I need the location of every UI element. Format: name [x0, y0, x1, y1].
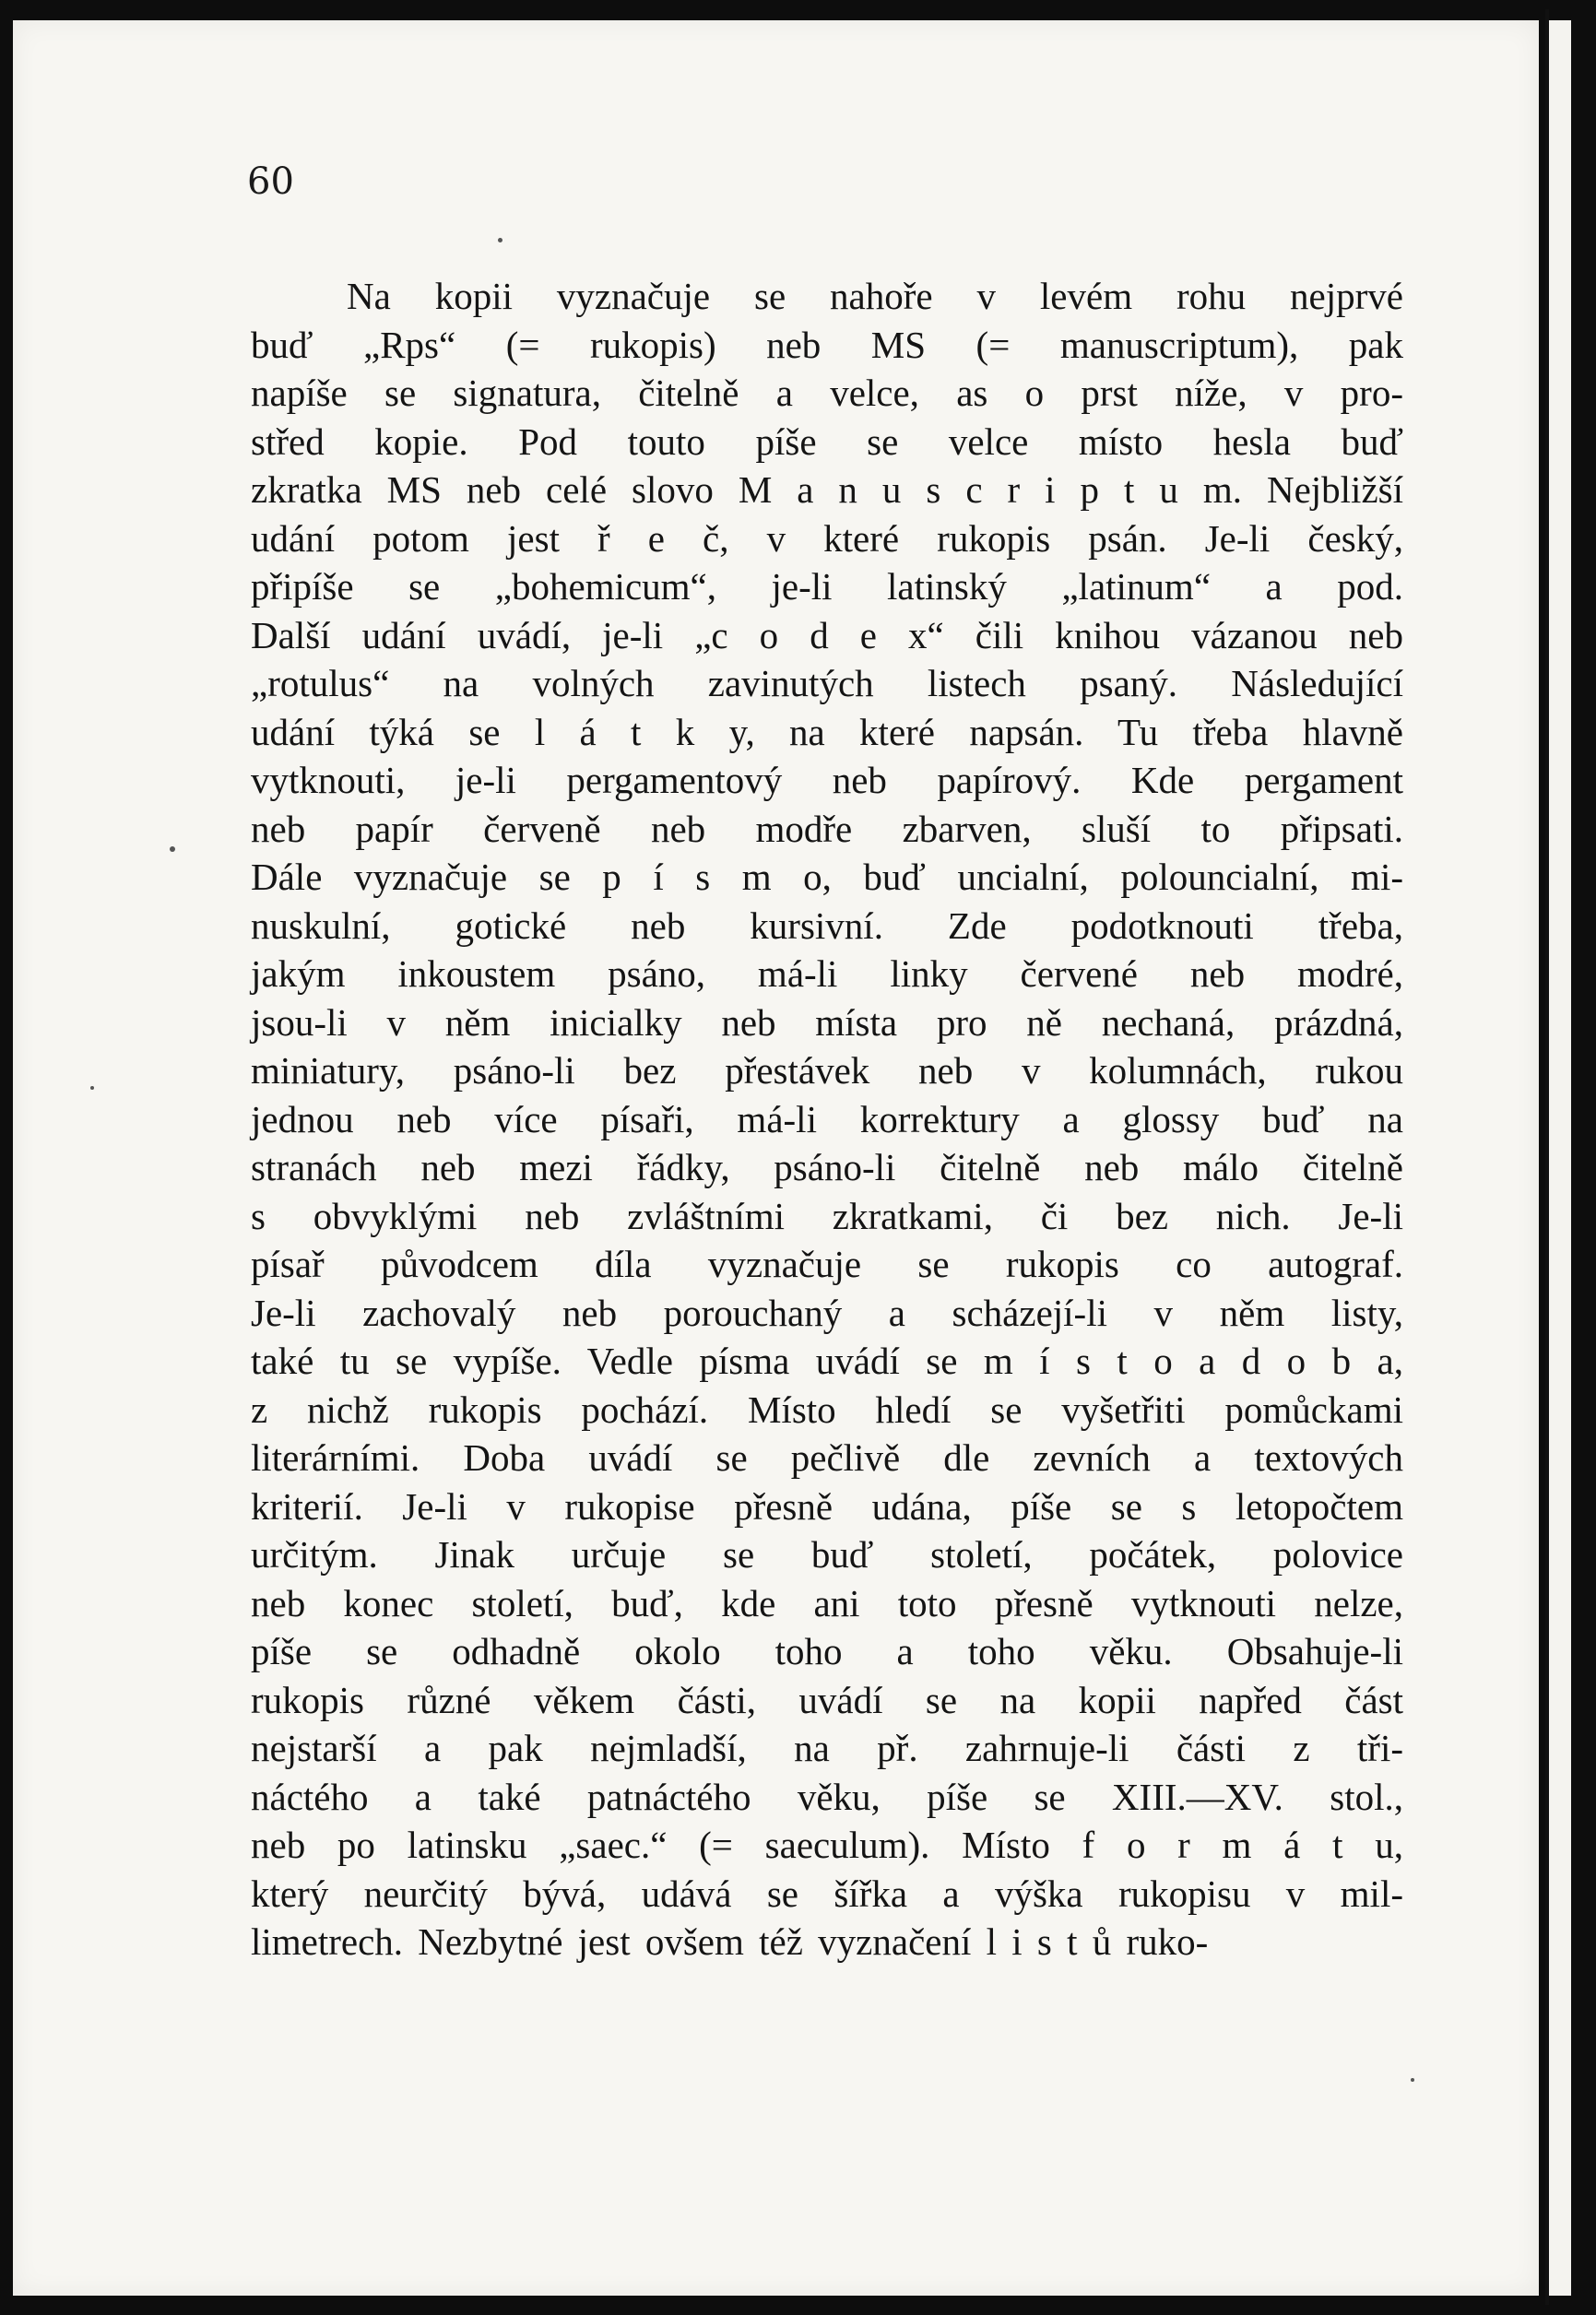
body-text: [251, 272, 1403, 1967]
text-line: „rotulus“ na volných zavinutých listech psaný. Následující: [251, 662, 1403, 704]
text-line: Další udání uvádí, je-li „c o d e x“ čili knihou vázanou neb: [251, 613, 1403, 656]
print-speck: [90, 1086, 94, 1090]
text-line: s obvyklými neb zvláštními zkratkami, či bez nich. Je-li: [251, 1194, 1403, 1237]
text-line: Dále vyznačuje se p í s m o, buď uncialní, polouncialní, mi-: [251, 856, 1403, 898]
text-line: Je-li zachovalý neb porouchaný a scházejí-li v něm listy,: [251, 1291, 1403, 1334]
text-line: jsou-li v něm inicialky neb místa pro ně nechaná, prázdná,: [251, 1000, 1403, 1044]
text-line: náctého a také patnáctého věku, píše se XIII.—XV. stol.,: [251, 1775, 1403, 1818]
text-line: který neurčitý bývá, udává se šířka a výška rukopisu v mil-: [251, 1872, 1403, 1915]
text-line: stranách neb mezi řádky, psáno-li čitelně neb málo čitelně: [251, 1146, 1403, 1188]
text-line: zkratka MS neb celé slovo M a n u s c r i p t u m. Nejbližší: [251, 468, 1403, 511]
text-line: určitým. Jinak určuje se buď století, počátek, polovice: [251, 1533, 1403, 1576]
text-line: neb papír červeně neb modře zbarven, sluší to připsati.: [251, 807, 1403, 850]
text-line: buď „Rps“ (= rukopis) neb MS (= manuscriptum), pak: [251, 323, 1403, 366]
text-line: nuskulní, gotické neb kursivní. Zde podotknouti třeba,: [251, 904, 1403, 947]
print-speck: [1411, 2078, 1414, 2082]
text-line: kriterií. Je-li v rukopise přesně udána, píše se s letopočtem: [251, 1484, 1403, 1528]
print-speck: [170, 846, 175, 852]
text-line: limetrech. Nezbytné jest ovšem též vyznačení l i s t ů ruko-: [251, 1920, 1209, 1963]
text-line: Na kopii vyznačuje se nahoře v levém rohu nejprvé: [347, 275, 1403, 317]
text-line: také tu se vypíše. Vedle písma uvádí se m í s t o a d o b a,: [251, 1340, 1403, 1382]
print-speck: [498, 238, 502, 242]
text-line: udání týká se l á t k y, na které napsán. Tu třeba hlavně: [251, 710, 1403, 753]
text-line: neb konec století, buď, kde ani toto přesně vytknouti nelze,: [251, 1581, 1403, 1624]
text-line: miniatury, psáno-li bez přestávek neb v kolumnách, rukou: [251, 1049, 1403, 1092]
text-line: střed kopie. Pod touto píše se velce místo hesla buď: [251, 419, 1403, 463]
text-line: připíše se „bohemicum“, je-li latinský „latinum“ a pod.: [251, 565, 1403, 608]
adjacent-page-edge: [1549, 20, 1571, 2296]
text-line: píše se odhadně okolo toho a toho věku. Obsahuje-li: [251, 1630, 1403, 1672]
text-line: literárními. Doba uvádí se pečlivě dle zevních a textových: [251, 1436, 1403, 1479]
text-line: neb po latinsku „saec.“ (= saeculum). Místo f o r m á t u,: [251, 1824, 1403, 1866]
text-line: z nichž rukopis pochází. Místo hledí se vyšetřiti pomůckami: [251, 1388, 1403, 1431]
text-line: nejstarší a pak nejmladší, na př. zahrnuje-li části z tři-: [251, 1727, 1403, 1769]
text-line: jednou neb více písaři, má-li korrektury a glossy buď na: [251, 1097, 1403, 1140]
text-line: rukopis různé věkem části, uvádí se na kopii napřed část: [251, 1678, 1403, 1721]
text-line: udání potom jest ř e č, v které rukopis psán. Je-li český,: [251, 516, 1403, 560]
text-line: vytknouti, je-li pergamentový neb papírový. Kde pergament: [251, 759, 1403, 801]
text-line: jakým inkoustem psáno, má-li linky červené neb modré,: [251, 952, 1403, 995]
text-line: písař původcem díla vyznačuje se rukopis co autograf.: [251, 1243, 1403, 1285]
page-number: 60: [247, 160, 294, 203]
text-line: napíše se signatura, čitelně a velce, as o prst níže, v pro-: [251, 372, 1403, 414]
